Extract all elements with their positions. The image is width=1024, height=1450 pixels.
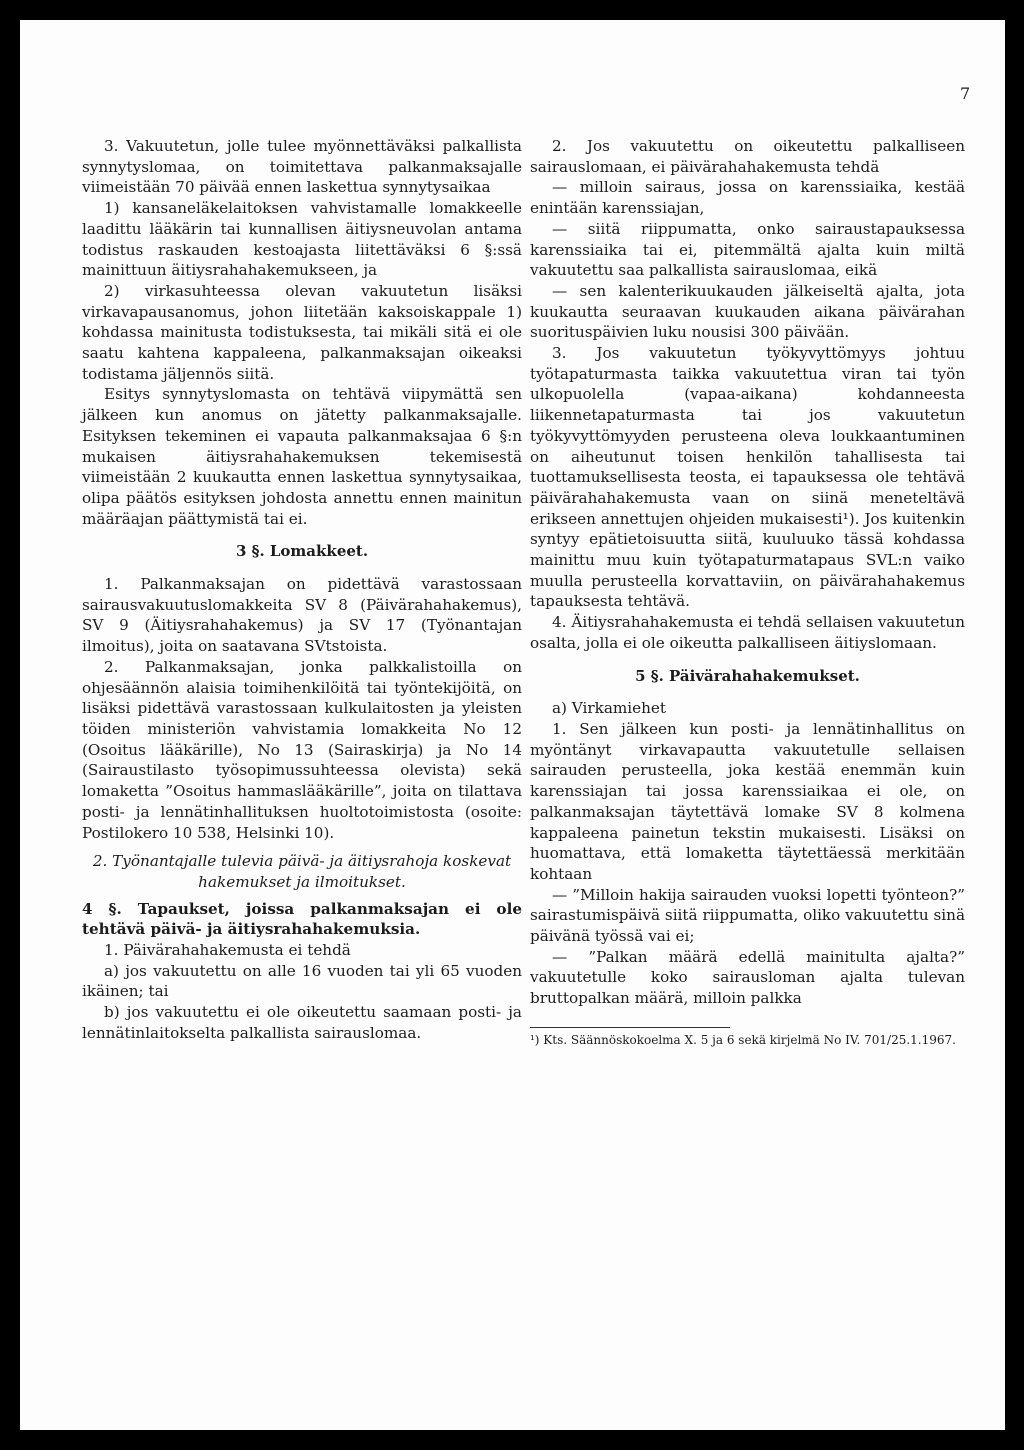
scan-edge-right bbox=[1006, 0, 1018, 1430]
subsection-heading: 2. Työnantajalle tulevia päivä- ja äitiysrahoja koskevat hakemukset ja ilmoitukset. bbox=[92, 852, 512, 891]
paragraph: 3. Jos vakuutetun työkyvyttömyys johtuu työtapaturmasta taikka vakuutettua viran tai työn ulkopuolella (vapaa-aikana) kohdanneesta liikennetapaturmasta tai jos vakuutetun työkyvyttömyyden perusteena oleva loukkaantuminen on aiheutunut toisen henkilön tahallisesta tai tuottamuksellisesta teosta, ei tapauksessa ole tehtävä päivärahahakemusta vaan on siinä meneteltävä erikseen annettujen ohjeiden mukaisesti¹). Jos kuitenkin syntyy epätietoisuutta siitä, kuuluuko tässä kohdassa mainittu muu kuin työtapaturmatapaus SVL:n vaiko muulla perusteella korvattaviin, on päivärahahakemus tapauksesta tehtävä. bbox=[530, 344, 965, 611]
paragraph: 4. Äitiysrahahakemusta ei tehdä sellaisen vakuutetun osalta, jolla ei ole oikeutta palkalliseen äitiyslomaan. bbox=[530, 613, 965, 652]
section-heading: 4 §. Tapaukset, joissa palkanmaksajan ei ole tehtävä päivä- ja äitiysrahahakemuksia. bbox=[82, 899, 522, 939]
page-number: 7 bbox=[960, 84, 971, 103]
paragraph: 3. Vakuutetun, jolle tulee myönnettäväksi palkallista synnytyslomaa, on toimitettava palkanmaksajalle viimeistään 70 päivää ennen laskettua synnytysaikaa bbox=[82, 137, 522, 197]
paragraph: Esitys synnytyslomasta on tehtävä viipymättä sen jälkeen kun anomus on jätetty palkanmaksajalle. Esityksen tekeminen ei vapauta palkanmaksajaa 6 §:n mukaisen äitiysrahahakemuksen tekemisestä viimeistään 2 kuukautta ennen laskettua synnytysaikaa, olipa päätös esityksen johdosta annettu ennen mainitun määräajan päättymistä tai ei. bbox=[82, 385, 522, 528]
right-column bbox=[530, 136, 965, 1048]
paragraph: 2. Palkanmaksajan, jonka palkkalistoilla on ohjesäännön alaisia toimihenkilöitä tai työntekijöitä, on lisäksi pidettävä varastossaan kulkulaitosten ja yleisten töiden ministeriön vahvistamia lomakkeita No 12 (Osoitus lääkärille), No 13 (Sairaskirja) ja No 14 (Sairaustilasto työsopimussuhteessa olevista) sekä lomaketta ”Osoitus hammaslääkärille”, joita on tilattava posti- ja lennätinhallituksen huoltotoimistosta (osoite: Postilokero 10 538, Helsinki 10). bbox=[82, 657, 522, 842]
paragraph: 1) kansaneläkelaitoksen vahvistamalle lomakkeelle laadittu lääkärin tai kunnallisen äitiysneuvolan antama todistus raskauden kestoajasta liitettäväksi 6 §:ssä mainittuun äitiysrahahakemukseen, ja bbox=[82, 199, 522, 280]
footnote-rule bbox=[530, 1027, 730, 1028]
dash-item: — siitä riippumatta, onko sairaustapauksessa karenssiaika tai ei, pitemmältä ajalta kuin miltä vakuutettu saa palkallista sairauslomaa, eikä bbox=[530, 219, 965, 280]
dash-item: — milloin sairaus, jossa on karenssiaika, kestää enintään karenssiajan, bbox=[530, 178, 965, 218]
paragraph: b) jos vakuutettu ei ole oikeutettu saamaan posti- ja lennätinlaitokselta palkallista sairauslomaa. bbox=[82, 1003, 522, 1042]
paragraph: 1. Palkanmaksajan on pidettävä varastossaan sairausvakuutuslomakkeita SV 8 (Päivärahahakemus), SV 9 (Äitiysrahahakemus) ja SV 17 (Työnantajan ilmoitus), joita on saatavana SVtstoista. bbox=[82, 575, 522, 656]
dash-item: — ”Palkan määrä edellä mainitulta ajalta?” vakuutetulle koko sairausloman ajalta tulevan bruttopalkan määrä, milloin palkka bbox=[530, 947, 965, 1008]
left-column bbox=[82, 136, 522, 1044]
footnote: ¹) Kts. Säännöskokoelma X. 5 ja 6 sekä kirjelmä No IV. 701/25.1.1967. bbox=[530, 1032, 956, 1047]
section-heading: 5 §. Päivärahahakemukset. bbox=[635, 666, 860, 685]
section-heading: 3 §. Lomakkeet. bbox=[235, 542, 369, 561]
paragraph: 2) virkasuhteessa olevan vakuutetun lisäksi virkavapausanomus, johon liitetään kaksoiskappale 1) kohdassa mainitusta todistuksesta, tai mikäli sitä ei ole saatu kahtena kappaleena, palkanmaksajan oikeaksi todistama jäljennös siitä. bbox=[82, 281, 522, 383]
dash-item: — sen kalenterikuukauden jälkeiseltä ajalta, jota kuukautta seuraavan kuukauden aikana päivärahan suorituspäivien luku nousisi 300 päivään. bbox=[530, 281, 965, 342]
paragraph: a) jos vakuutettu on alle 16 vuoden tai yli 65 vuoden ikäinen; tai bbox=[82, 961, 522, 1001]
paragraph: 1. Sen jälkeen kun posti- ja lennätinhallitus on myöntänyt virkavapautta vakuutetulle sellaisen sairauden perusteella, joka kestää enemmän kuin karenssiajan tai jossa karenssiaikaa ei ole, on palkanmaksajan täytettävä lomake SV 8 kolmena kappaleena painetun tekstin mukaisesti. Lisäksi on huomattava, että lomaketta täytettäessä merkitään kohtaan bbox=[530, 719, 965, 883]
document-page bbox=[20, 20, 1005, 1430]
scan-edge-left bbox=[8, 0, 20, 1430]
paragraph: 1. Päivärahahakemusta ei tehdä bbox=[104, 941, 351, 960]
paragraph: 2. Jos vakuutettu on oikeutettu palkalliseen sairauslomaan, ei päivärahahakemusta tehdä bbox=[530, 137, 965, 176]
paragraph: a) Virkamiehet bbox=[552, 699, 667, 718]
dash-item: — ”Milloin hakija sairauden vuoksi lopetti työnteon?” sairastumispäivä siitä riippumatta, oliko vakuutettu sinä päivänä työssä vai ei; bbox=[530, 885, 965, 946]
